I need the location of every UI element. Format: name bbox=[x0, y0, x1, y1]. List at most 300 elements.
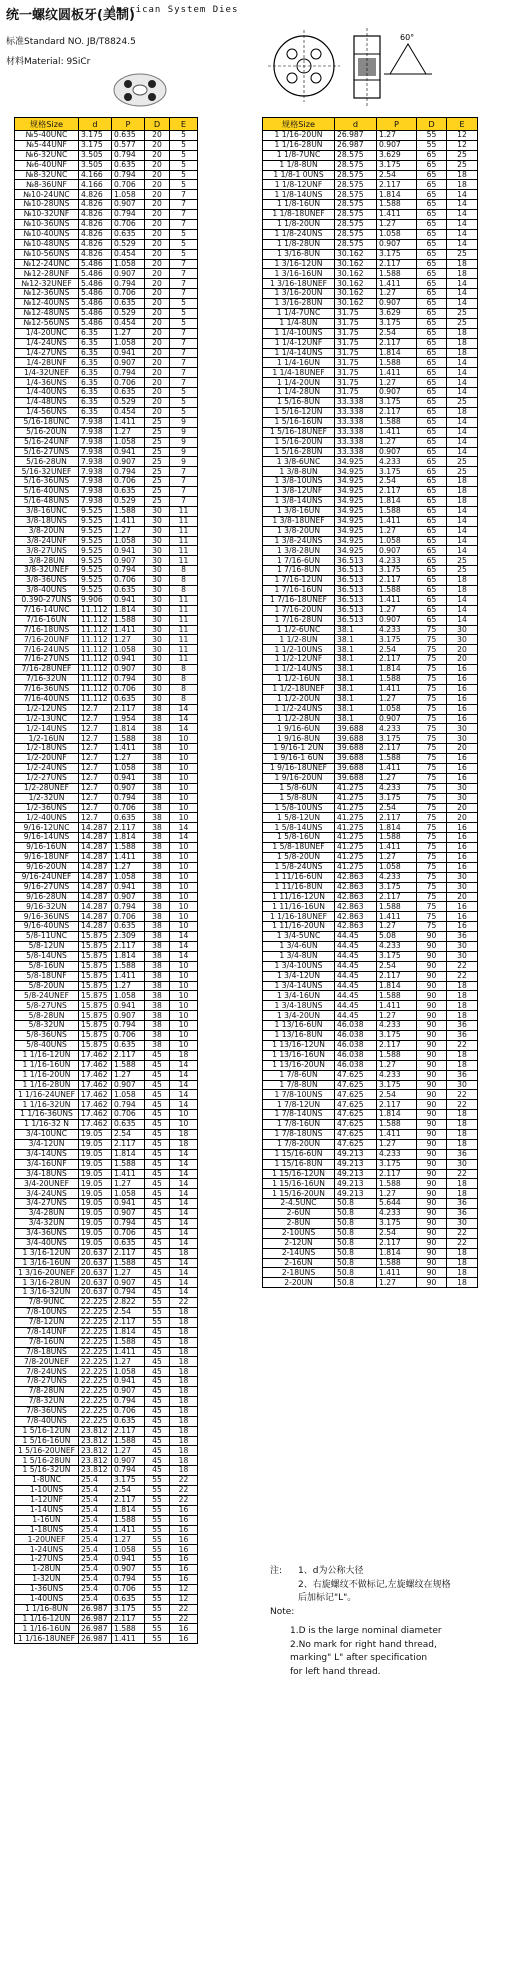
E-cell: 25 bbox=[447, 556, 478, 566]
size-cell: 1/2-36UNS bbox=[15, 803, 79, 813]
size-cell: 5/16-32UNEF bbox=[15, 467, 79, 477]
size-cell: 1 1/16-16UN bbox=[15, 1624, 79, 1634]
table-row bbox=[263, 447, 478, 457]
D-cell: 65 bbox=[417, 279, 447, 289]
table-row bbox=[263, 496, 478, 506]
D-cell: 20 bbox=[145, 378, 170, 388]
d-cell: 19.05 bbox=[79, 1238, 112, 1248]
d-cell: 6.35 bbox=[79, 328, 112, 338]
D-cell: 30 bbox=[145, 506, 170, 516]
d-cell: 31.75 bbox=[335, 358, 377, 368]
table-row bbox=[15, 615, 198, 625]
p-cell: 1.588 bbox=[377, 833, 417, 843]
E-cell: 14 bbox=[170, 1169, 198, 1179]
size-cell: 0.390-27UNS bbox=[15, 595, 79, 605]
E-cell: 8 bbox=[170, 674, 198, 684]
d-cell: 30.162 bbox=[335, 289, 377, 299]
table-row bbox=[15, 724, 198, 734]
table-row bbox=[263, 1021, 478, 1031]
size-cell: №10-36UNS bbox=[15, 220, 79, 230]
d-cell: 28.575 bbox=[335, 220, 377, 230]
size-cell: 1-36UNS bbox=[15, 1584, 79, 1594]
p-cell: 0.907 bbox=[112, 1565, 145, 1575]
D-cell: 30 bbox=[145, 526, 170, 536]
E-cell: 14 bbox=[447, 506, 478, 516]
D-cell: 20 bbox=[145, 299, 170, 309]
E-cell: 11 bbox=[170, 625, 198, 635]
D-cell: 65 bbox=[417, 150, 447, 160]
size-cell: 9/16-14UNS bbox=[15, 833, 79, 843]
size-cell: 1 1/2-20UN bbox=[263, 694, 335, 704]
E-cell: 30 bbox=[447, 724, 478, 734]
d-cell: 50.8 bbox=[335, 1258, 377, 1268]
d-cell: 7.938 bbox=[79, 496, 112, 506]
E-cell: 10 bbox=[170, 922, 198, 932]
p-cell: 0.794 bbox=[112, 1021, 145, 1031]
table-row bbox=[15, 754, 198, 764]
E-cell: 14 bbox=[447, 299, 478, 309]
d-cell: 38.1 bbox=[335, 645, 377, 655]
d-cell: 7.938 bbox=[79, 457, 112, 467]
size-cell: 1 3/16-28UN bbox=[263, 299, 335, 309]
d-cell: 14.287 bbox=[79, 922, 112, 932]
table-row bbox=[263, 734, 478, 744]
size-cell: 1/2-24UNS bbox=[15, 764, 79, 774]
d-cell: 42.863 bbox=[335, 882, 377, 892]
table-header-row bbox=[263, 118, 478, 131]
E-cell: 10 bbox=[170, 1110, 198, 1120]
d-cell: 50.8 bbox=[335, 1278, 377, 1288]
E-cell: 16 bbox=[170, 1515, 198, 1525]
size-cell: 3/8-16UNC bbox=[15, 506, 79, 516]
p-cell: 0.941 bbox=[112, 595, 145, 605]
size-cell: 1 7/16-6UN bbox=[263, 556, 335, 566]
p-cell: 2.117 bbox=[112, 1050, 145, 1060]
table-row bbox=[263, 605, 478, 615]
size-cell: 5/8-27UNS bbox=[15, 1001, 79, 1011]
D-cell: 30 bbox=[145, 684, 170, 694]
d-cell: 44.45 bbox=[335, 1011, 377, 1021]
D-cell: 90 bbox=[417, 932, 447, 942]
table-row bbox=[15, 665, 198, 675]
table-row bbox=[15, 1100, 198, 1110]
p-cell: 4.233 bbox=[377, 872, 417, 882]
table-row bbox=[15, 1575, 198, 1585]
D-cell: 45 bbox=[145, 1248, 170, 1258]
table-row bbox=[15, 912, 198, 922]
size-cell: 1 7/8-10UNS bbox=[263, 1090, 335, 1100]
size-cell: 1 5/16-16UN bbox=[263, 417, 335, 427]
D-cell: 30 bbox=[145, 595, 170, 605]
table-row bbox=[263, 902, 478, 912]
D-cell: 75 bbox=[417, 872, 447, 882]
D-cell: 65 bbox=[417, 160, 447, 170]
table-row bbox=[263, 1139, 478, 1149]
size-cell: 1/2-14UNS bbox=[15, 724, 79, 734]
p-cell: 0.794 bbox=[112, 793, 145, 803]
d-cell: 23.812 bbox=[79, 1446, 112, 1456]
d-cell: 26.987 bbox=[79, 1624, 112, 1634]
d-cell: 4.826 bbox=[79, 210, 112, 220]
E-cell: 14 bbox=[170, 1228, 198, 1238]
table-row bbox=[263, 229, 478, 239]
E-cell: 12 bbox=[170, 1584, 198, 1594]
size-cell: 3/8-32UNEF bbox=[15, 566, 79, 576]
table-row bbox=[263, 289, 478, 299]
p-cell: 2.117 bbox=[377, 892, 417, 902]
E-cell: 36 bbox=[447, 1199, 478, 1209]
d-cell: 39.688 bbox=[335, 724, 377, 734]
size-cell: 1 7/8-20UN bbox=[263, 1139, 335, 1149]
size-cell: 1 5/8-24UNS bbox=[263, 862, 335, 872]
d-cell: 17.462 bbox=[79, 1070, 112, 1080]
p-cell: 1.27 bbox=[112, 328, 145, 338]
table-row bbox=[15, 1011, 198, 1021]
E-cell: 18 bbox=[447, 576, 478, 586]
d-cell: 25.4 bbox=[79, 1565, 112, 1575]
table-row bbox=[263, 506, 478, 516]
D-cell: 90 bbox=[417, 1120, 447, 1130]
d-cell: 20.637 bbox=[79, 1248, 112, 1258]
D-cell: 90 bbox=[417, 1129, 447, 1139]
d-cell: 3.505 bbox=[79, 160, 112, 170]
p-cell: 3.175 bbox=[377, 1159, 417, 1169]
p-cell: 1.411 bbox=[112, 853, 145, 863]
d-cell: 33.338 bbox=[335, 417, 377, 427]
p-cell: 2.117 bbox=[377, 180, 417, 190]
size-cell: 1-16UN bbox=[15, 1515, 79, 1525]
p-cell: 1.27 bbox=[112, 1446, 145, 1456]
note-cn-1: 1、d为公称大径 bbox=[298, 1566, 364, 1576]
size-cell: 1 1/2-14UNS bbox=[263, 665, 335, 675]
page-subtitle: American System Dies bbox=[110, 5, 239, 15]
d-cell: 22.225 bbox=[79, 1357, 112, 1367]
D-cell: 45 bbox=[145, 1278, 170, 1288]
table-row bbox=[15, 457, 198, 467]
size-cell: 1 1/8-24UNS bbox=[263, 229, 335, 239]
d-cell: 5.486 bbox=[79, 289, 112, 299]
table-row bbox=[15, 813, 198, 823]
D-cell: 45 bbox=[145, 1189, 170, 1199]
D-cell: 65 bbox=[417, 585, 447, 595]
p-cell: 3.629 bbox=[377, 309, 417, 319]
size-cell: 1 1/2-18UNEF bbox=[263, 684, 335, 694]
size-cell: №12-24UNC bbox=[15, 259, 79, 269]
d-cell: 23.812 bbox=[79, 1426, 112, 1436]
E-cell: 10 bbox=[170, 981, 198, 991]
d-cell: 36.513 bbox=[335, 566, 377, 576]
E-cell: 18 bbox=[447, 1129, 478, 1139]
E-cell: 36 bbox=[447, 1021, 478, 1031]
E-cell: 14 bbox=[447, 239, 478, 249]
D-cell: 20 bbox=[145, 259, 170, 269]
E-cell: 16 bbox=[170, 1555, 198, 1565]
table-row bbox=[263, 1060, 478, 1070]
D-cell: 90 bbox=[417, 942, 447, 952]
size-cell: 1 7/8-12UN bbox=[263, 1100, 335, 1110]
p-cell: 0.706 bbox=[112, 220, 145, 230]
d-cell: 28.575 bbox=[335, 210, 377, 220]
table-row bbox=[263, 140, 478, 150]
size-cell: 1 5/8-16UN bbox=[263, 833, 335, 843]
table-row bbox=[15, 536, 198, 546]
size-cell: 1/4-40UNS bbox=[15, 388, 79, 398]
E-cell: 14 bbox=[170, 1159, 198, 1169]
table-row bbox=[263, 1199, 478, 1209]
table-row bbox=[15, 170, 198, 180]
d-cell: 44.45 bbox=[335, 932, 377, 942]
table-row bbox=[15, 1426, 198, 1436]
p-cell: 2.54 bbox=[377, 803, 417, 813]
D-cell: 20 bbox=[145, 289, 170, 299]
D-cell: 90 bbox=[417, 1278, 447, 1288]
size-cell: 1 5/8-18UNEF bbox=[263, 843, 335, 853]
table-row bbox=[15, 645, 198, 655]
p-cell: 0.635 bbox=[112, 229, 145, 239]
size-cell: 1 3/16-8UN bbox=[263, 249, 335, 259]
table-row bbox=[263, 526, 478, 536]
d-cell: 26.987 bbox=[335, 131, 377, 141]
p-cell: 4.233 bbox=[377, 625, 417, 635]
table-row bbox=[263, 625, 478, 635]
d-cell: 11.112 bbox=[79, 635, 112, 645]
p-cell: 1.588 bbox=[377, 674, 417, 684]
p-cell: 0.706 bbox=[112, 1406, 145, 1416]
d-cell: 36.513 bbox=[335, 595, 377, 605]
D-cell: 75 bbox=[417, 625, 447, 635]
D-cell: 75 bbox=[417, 734, 447, 744]
D-cell: 90 bbox=[417, 1100, 447, 1110]
D-cell: 90 bbox=[417, 1040, 447, 1050]
p-cell: 1.814 bbox=[377, 348, 417, 358]
table-row bbox=[263, 961, 478, 971]
d-cell: 49.213 bbox=[335, 1159, 377, 1169]
table-row bbox=[263, 190, 478, 200]
table-row bbox=[15, 1525, 198, 1535]
D-cell: 55 bbox=[145, 1298, 170, 1308]
p-cell: 0.907 bbox=[112, 783, 145, 793]
size-cell: 1 1/8-28UN bbox=[263, 239, 335, 249]
p-cell: 0.635 bbox=[112, 694, 145, 704]
E-cell: 18 bbox=[170, 1367, 198, 1377]
E-cell: 18 bbox=[447, 1120, 478, 1130]
table-row bbox=[15, 704, 198, 714]
table-row bbox=[15, 289, 198, 299]
d-cell: 23.812 bbox=[79, 1456, 112, 1466]
d-cell: 4.826 bbox=[79, 200, 112, 210]
d-cell: 12.7 bbox=[79, 724, 112, 734]
D-cell: 38 bbox=[145, 1021, 170, 1031]
p-cell: 0.907 bbox=[112, 665, 145, 675]
E-cell: 10 bbox=[170, 754, 198, 764]
table-row bbox=[15, 625, 198, 635]
p-cell: 0.907 bbox=[112, 200, 145, 210]
d-cell: 25.4 bbox=[79, 1575, 112, 1585]
D-cell: 38 bbox=[145, 803, 170, 813]
E-cell: 11 bbox=[170, 556, 198, 566]
d-cell: 25.4 bbox=[79, 1476, 112, 1486]
E-cell: 18 bbox=[170, 1387, 198, 1397]
size-cell: 1 13/16-16UN bbox=[263, 1050, 335, 1060]
table-row bbox=[15, 1199, 198, 1209]
D-cell: 45 bbox=[145, 1209, 170, 1219]
d-cell: 15.875 bbox=[79, 981, 112, 991]
E-cell: 18 bbox=[447, 1248, 478, 1258]
E-cell: 30 bbox=[447, 635, 478, 645]
D-cell: 20 bbox=[145, 328, 170, 338]
p-cell: 0.794 bbox=[112, 467, 145, 477]
p-cell: 0.907 bbox=[112, 1011, 145, 1021]
table-row bbox=[263, 131, 478, 141]
p-cell: 1.588 bbox=[112, 1436, 145, 1446]
column-header-p: P bbox=[377, 118, 417, 131]
d-cell: 11.112 bbox=[79, 615, 112, 625]
size-cell: 2-20UN bbox=[263, 1278, 335, 1288]
size-cell: 7/16-14UNC bbox=[15, 605, 79, 615]
D-cell: 38 bbox=[145, 823, 170, 833]
table-row bbox=[15, 467, 198, 477]
D-cell: 65 bbox=[417, 595, 447, 605]
table-row bbox=[263, 1149, 478, 1159]
E-cell: 16 bbox=[170, 1545, 198, 1555]
p-cell: 1.27 bbox=[377, 289, 417, 299]
D-cell: 38 bbox=[145, 793, 170, 803]
p-cell: 5.08 bbox=[377, 932, 417, 942]
d-cell: 17.462 bbox=[79, 1120, 112, 1130]
E-cell: 22 bbox=[170, 1298, 198, 1308]
size-cell: 1 1/4-12UNF bbox=[263, 338, 335, 348]
D-cell: 65 bbox=[417, 348, 447, 358]
table-row bbox=[263, 358, 478, 368]
p-cell: 3.175 bbox=[377, 793, 417, 803]
p-cell: 1.588 bbox=[377, 902, 417, 912]
size-cell: 5/8-14UNS bbox=[15, 951, 79, 961]
table-row bbox=[263, 704, 478, 714]
column-header-d: d bbox=[79, 118, 112, 131]
D-cell: 75 bbox=[417, 892, 447, 902]
d-cell: 12.7 bbox=[79, 783, 112, 793]
size-cell: 1 1/16-12UN bbox=[15, 1614, 79, 1624]
size-cell: 1 11/16-8UN bbox=[263, 882, 335, 892]
size-cell: 1-24UNS bbox=[15, 1545, 79, 1555]
p-cell: 2.117 bbox=[112, 823, 145, 833]
table-row bbox=[263, 833, 478, 843]
E-cell: 7 bbox=[170, 279, 198, 289]
E-cell: 5 bbox=[170, 150, 198, 160]
p-cell: 0.635 bbox=[112, 1238, 145, 1248]
d-cell: 33.338 bbox=[335, 427, 377, 437]
p-cell: 0.454 bbox=[112, 407, 145, 417]
size-cell: 2-16UN bbox=[263, 1258, 335, 1268]
table-row bbox=[263, 1228, 478, 1238]
d-cell: 38.1 bbox=[335, 714, 377, 724]
D-cell: 90 bbox=[417, 1090, 447, 1100]
E-cell: 16 bbox=[170, 1505, 198, 1515]
p-cell: 2.54 bbox=[377, 1090, 417, 1100]
table-row bbox=[263, 1120, 478, 1130]
D-cell: 65 bbox=[417, 506, 447, 516]
size-cell: 1 1/8-18UNEF bbox=[263, 210, 335, 220]
table-row bbox=[15, 892, 198, 902]
D-cell: 20 bbox=[145, 229, 170, 239]
p-cell: 3.175 bbox=[112, 1604, 145, 1614]
D-cell: 25 bbox=[145, 447, 170, 457]
E-cell: 18 bbox=[170, 1317, 198, 1327]
d-cell: 17.462 bbox=[79, 1050, 112, 1060]
size-cell: 1 1/16-32UN bbox=[15, 1100, 79, 1110]
table-row bbox=[263, 951, 478, 961]
E-cell: 18 bbox=[447, 1189, 478, 1199]
E-cell: 25 bbox=[447, 457, 478, 467]
d-cell: 50.8 bbox=[335, 1228, 377, 1238]
p-cell: 0.907 bbox=[377, 615, 417, 625]
table-row bbox=[263, 546, 478, 556]
D-cell: 30 bbox=[145, 615, 170, 625]
size-cell: 1 15/16-6UN bbox=[263, 1149, 335, 1159]
D-cell: 55 bbox=[145, 1545, 170, 1555]
size-cell: 1 1/4-28UN bbox=[263, 388, 335, 398]
table-row bbox=[15, 823, 198, 833]
E-cell: 14 bbox=[170, 1278, 198, 1288]
d-cell: 39.688 bbox=[335, 734, 377, 744]
size-cell: 3/4-10UNC bbox=[15, 1129, 79, 1139]
table-row bbox=[15, 1090, 198, 1100]
p-cell: 0.907 bbox=[377, 714, 417, 724]
d-cell: 25.4 bbox=[79, 1525, 112, 1535]
table-row bbox=[263, 892, 478, 902]
d-cell: 50.8 bbox=[335, 1218, 377, 1228]
notes-section bbox=[270, 1565, 506, 1679]
D-cell: 65 bbox=[417, 170, 447, 180]
p-cell: 1.411 bbox=[112, 1347, 145, 1357]
d-cell: 44.45 bbox=[335, 951, 377, 961]
table-row bbox=[263, 932, 478, 942]
E-cell: 12 bbox=[447, 140, 478, 150]
size-cell: 1 3/8-28UN bbox=[263, 546, 335, 556]
D-cell: 90 bbox=[417, 1149, 447, 1159]
d-cell: 14.287 bbox=[79, 882, 112, 892]
E-cell: 25 bbox=[447, 318, 478, 328]
notes-en-label: Note: bbox=[270, 1606, 295, 1617]
table-row bbox=[263, 457, 478, 467]
size-cell: 9/16-16UN bbox=[15, 843, 79, 853]
p-cell: 0.794 bbox=[112, 566, 145, 576]
size-cell: 3/4-16UNF bbox=[15, 1159, 79, 1169]
p-cell: 1.588 bbox=[112, 506, 145, 516]
table-row bbox=[15, 131, 198, 141]
E-cell: 18 bbox=[447, 496, 478, 506]
d-cell: 3.505 bbox=[79, 150, 112, 160]
d-cell: 11.112 bbox=[79, 694, 112, 704]
d-cell: 5.486 bbox=[79, 259, 112, 269]
E-cell: 14 bbox=[447, 210, 478, 220]
E-cell: 22 bbox=[447, 1238, 478, 1248]
E-cell: 16 bbox=[170, 1634, 198, 1644]
d-cell: 47.625 bbox=[335, 1120, 377, 1130]
d-cell: 28.575 bbox=[335, 190, 377, 200]
note-cn-2: 2、右旋螺纹不做标记,左旋螺纹在规格 bbox=[298, 1579, 451, 1590]
E-cell: 14 bbox=[447, 417, 478, 427]
size-cell: 2-8UN bbox=[263, 1218, 335, 1228]
size-cell: 1 15/16-12UN bbox=[263, 1169, 335, 1179]
D-cell: 90 bbox=[417, 951, 447, 961]
p-cell: 2.54 bbox=[377, 1228, 417, 1238]
p-cell: 1.588 bbox=[377, 269, 417, 279]
table-row bbox=[263, 1238, 478, 1248]
table-row bbox=[263, 328, 478, 338]
D-cell: 38 bbox=[145, 981, 170, 991]
p-cell: 0.635 bbox=[112, 299, 145, 309]
